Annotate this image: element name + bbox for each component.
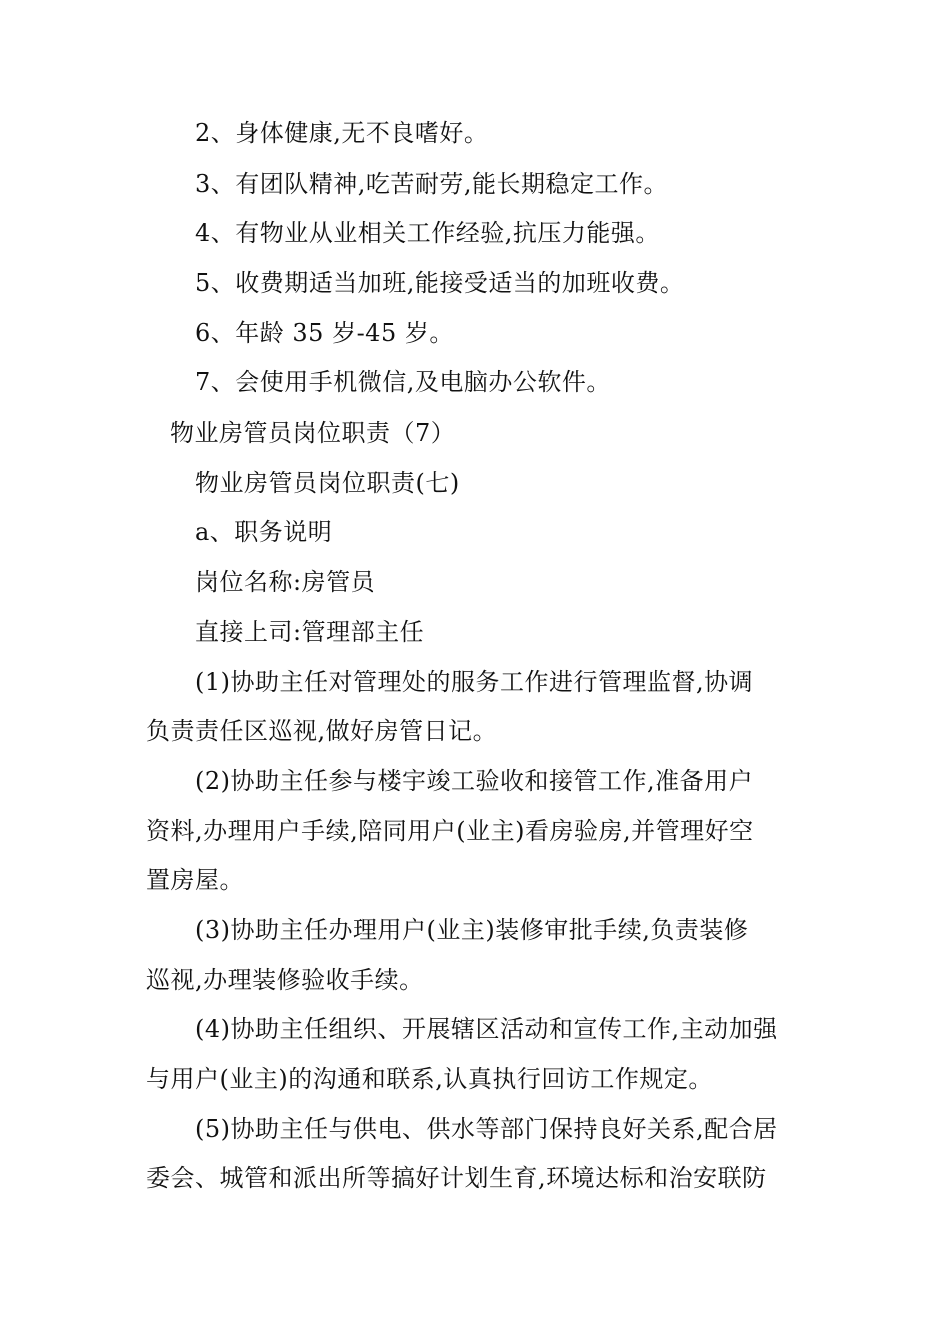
duty-5-line-1: (5)协助主任与供电、供水等部门保持良好关系,配合居 [195, 1115, 778, 1143]
duty-2-line-2: 资料,办理用户手续,陪同用户(业主)看房验房,并管理好空 [146, 817, 754, 845]
list-item-2: 2、身体健康,无不良嗜好。 [195, 119, 489, 147]
duty-3-line-1: (3)协助主任办理用户(业主)装修审批手续,负责装修 [195, 916, 749, 944]
list-item-4: 4、有物业从业相关工作经验,抗压力能强。 [195, 219, 660, 247]
list-item-3: 3、有团队精神,吃苦耐劳,能长期稳定工作。 [195, 170, 669, 198]
duty-5-line-2: 委会、城管和派出所等搞好计划生育,环境达标和治安联防 [146, 1164, 767, 1192]
duty-1-line-1: (1)协助主任对管理处的服务工作进行管理监督,协调 [195, 668, 754, 696]
position-name: 岗位名称:房管员 [195, 568, 376, 596]
duty-2-line-1: (2)协助主任参与楼宇竣工验收和接管工作,准备用户 [195, 767, 754, 795]
direct-supervisor: 直接上司:管理部主任 [195, 618, 425, 646]
duty-1-line-2: 负责责任区巡视,做好房管日记。 [146, 717, 498, 745]
list-item-5: 5、收费期适当加班,能接受适当的加班收费。 [195, 269, 685, 297]
duty-4-line-1: (4)协助主任组织、开展辖区活动和宣传工作,主动加强 [195, 1015, 778, 1043]
list-item-6: 6、年龄 35 岁-45 岁。 [195, 319, 454, 347]
section-heading: 物业房管员岗位职责（7） [170, 419, 456, 447]
duty-2-line-3: 置房屋。 [146, 866, 244, 894]
list-item-7: 7、会使用手机微信,及电脑办公软件。 [195, 368, 611, 396]
subsection-title: a、职务说明 [195, 518, 333, 546]
duty-4-line-2: 与用户(业主)的沟通和联系,认真执行回访工作规定。 [146, 1065, 713, 1093]
section-subtitle: 物业房管员岗位职责(七) [195, 469, 460, 497]
duty-3-line-2: 巡视,办理装修验收手续。 [146, 966, 424, 994]
